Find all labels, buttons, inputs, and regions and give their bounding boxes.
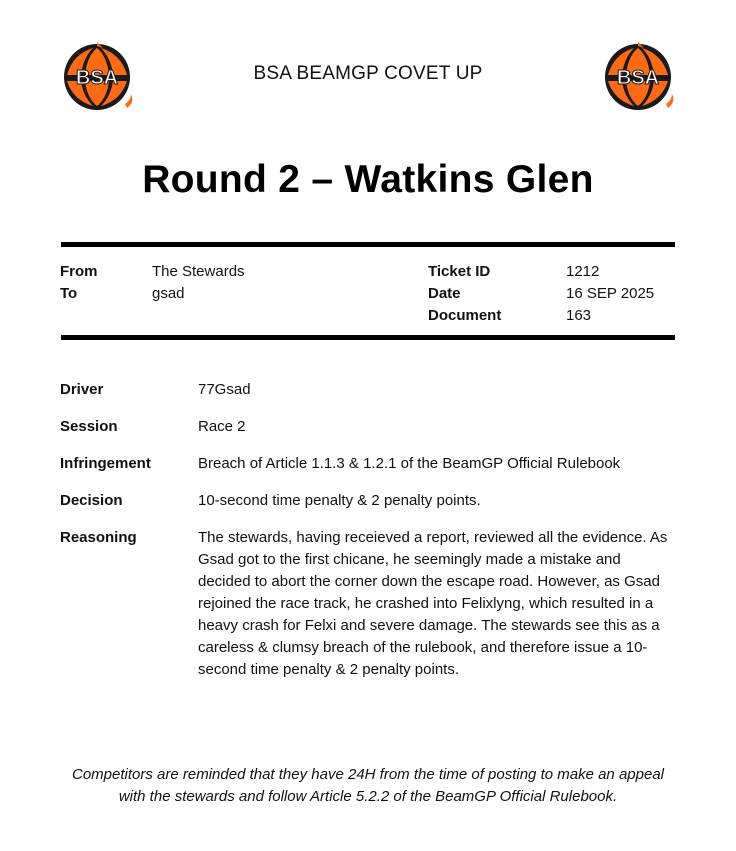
date-value: 16 SEP 2025 [566, 285, 655, 302]
appeal-notice: Competitors are reminded that they have 24H from the time of posting to make an appeal with the stewards and follow Article 5.2.2 of the BeamGP Official Rulebook. [72, 766, 664, 805]
decision-label: Decision [60, 492, 123, 509]
decision-fields [60, 379, 676, 696]
reasoning-label: Reasoning [60, 529, 137, 546]
from-value: The Stewards [152, 263, 245, 280]
from-label: From [60, 263, 98, 280]
session-label: Session [60, 418, 118, 435]
field-row-session [60, 416, 676, 438]
field-row-decision [60, 490, 676, 512]
driver-label: Driver [60, 381, 104, 398]
field-row-reasoning [60, 527, 676, 681]
svg-text:BSA: BSA [616, 67, 660, 89]
document-title: Round 2 – Watkins Glen [142, 158, 594, 201]
ticket-id-value: 1212 [566, 263, 600, 280]
header-title: BSA BEAMGP COVET UP [253, 63, 483, 84]
to-value: gsad [152, 285, 185, 302]
bottom-divider [61, 335, 675, 340]
ticket-id-label: Ticket ID [428, 263, 491, 280]
infringement-label: Infringement [60, 455, 151, 472]
date-label: Date [428, 285, 461, 302]
document-number-value: 163 [566, 307, 592, 324]
field-row-infringement [60, 453, 676, 475]
field-row-driver [60, 379, 676, 401]
bsa-logo-right [600, 42, 676, 112]
svg-text:BSA: BSA [75, 67, 119, 89]
session-value: Race 2 [198, 418, 246, 435]
decision-value: 10-second time penalty & 2 penalty points. [198, 492, 481, 509]
infringement-value: Breach of Article 1.1.3 & 1.2.1 of the BeamGP Official Rulebook [198, 455, 621, 472]
top-divider [61, 242, 675, 247]
document-number-label: Document [428, 307, 502, 324]
to-label: To [60, 285, 78, 302]
reasoning-value: The stewards, having receieved a report, reviewed all the evidence. As Gsad got to the first chicane, he seemingly made a mistake and decided to abort the corner down the escape road. However, as Gsad rejoined the race track, he crashed into Felixlyng, which resulted in a heavy crash for Felxi and severe damage. The stewards see this as a careless & clumsy breach of the rulebook, and therefore issue a 10-second time penalty & 2 penalty points. [198, 529, 668, 678]
driver-value: 77Gsad [198, 381, 251, 398]
